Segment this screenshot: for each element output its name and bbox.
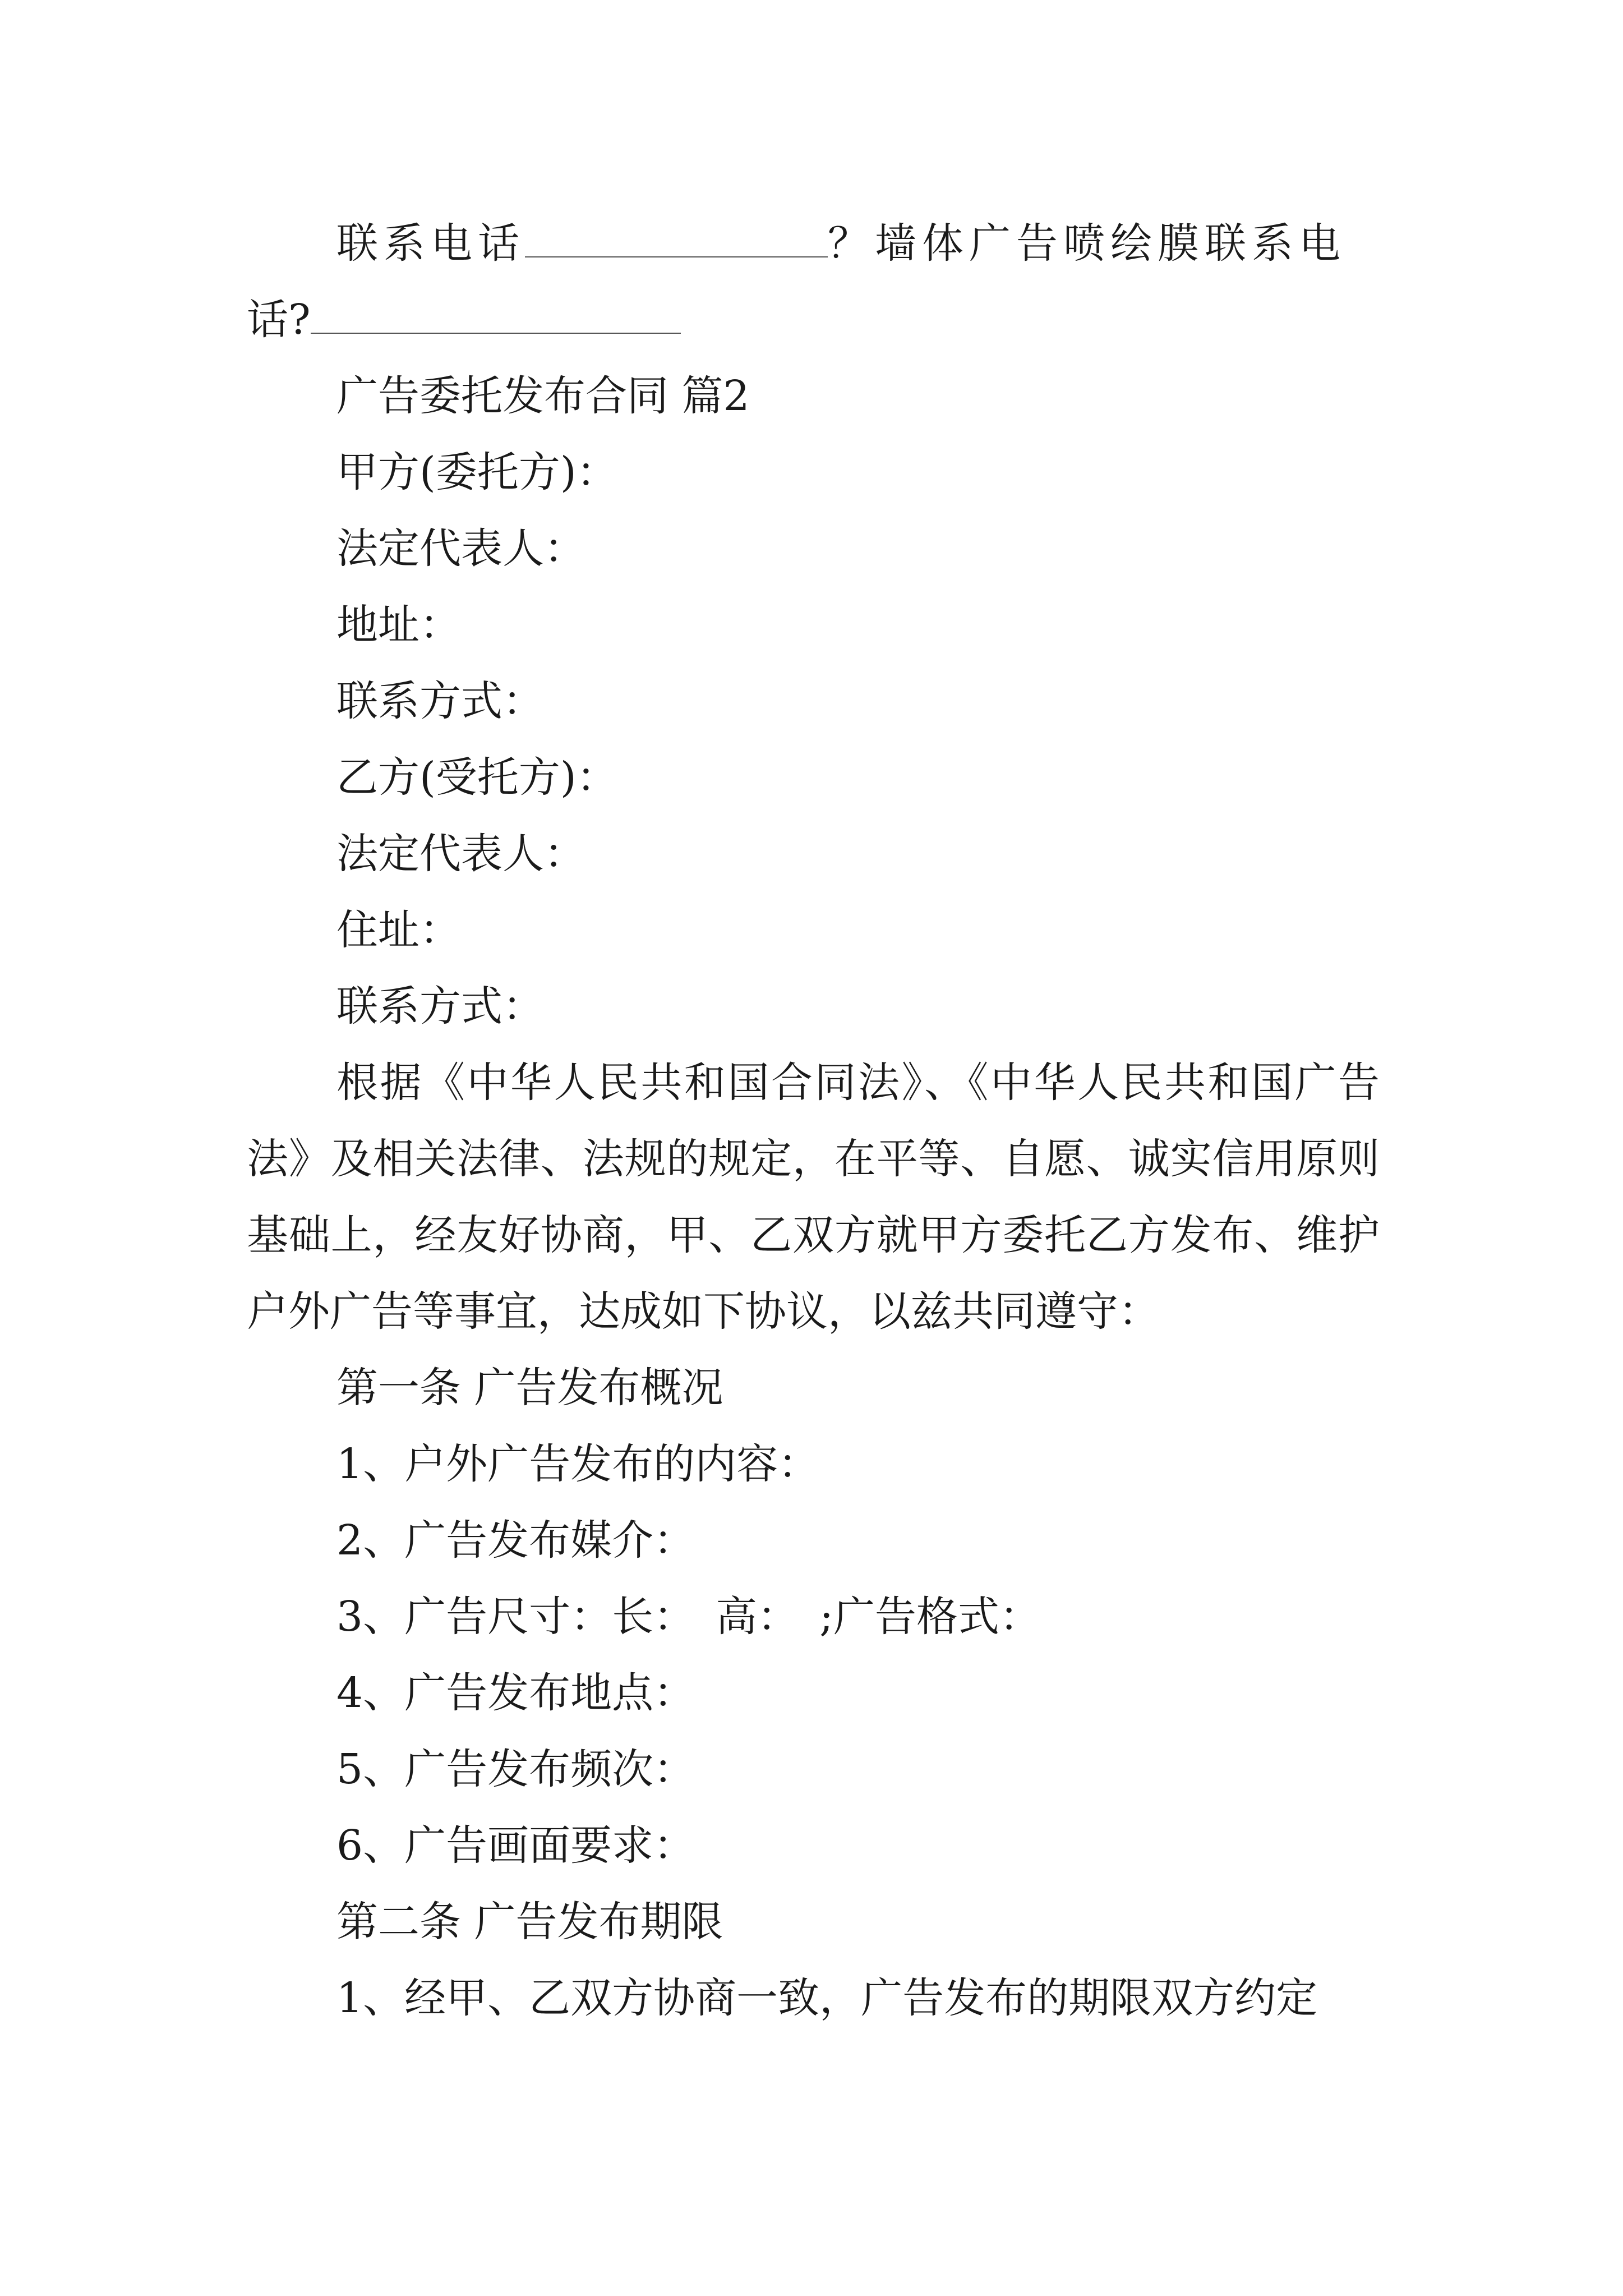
article2-item-1: 1、经甲、乙双方协商一致，广告发布的期限双方约定 [336,1974,1318,2022]
phone-blank-2 [311,298,681,334]
wall-ad-contact-label: 墙体广告喷绘膜联系电 [875,219,1346,268]
party-b-address: 住址： [336,906,461,954]
article1-title: 第一条 广告发布概况 [336,1364,723,1412]
article1-item-5: 5、广告发布频次： [336,1745,695,1793]
article1-item-2: 2、广告发布媒介： [336,1516,695,1565]
article2-title: 第二条 广告发布期限 [336,1898,723,1946]
party-b-rep: 法定代表人： [336,830,585,878]
contract-heading: 广告委托发布合同 篇2 [336,372,750,420]
article1-item-3: 3、广告尺寸：长： 高： ;广告格式： [336,1593,1041,1641]
contact-phone-label: 联系电话 [336,219,525,268]
party-b-contact: 联系方式： [336,982,544,1030]
article1-item-4: 4、广告发布地点： [336,1669,695,1717]
preamble-paragraph: 根据《中华人民共和国合同法》、《中华人民共和国广告法》及相关法律、法规的规定，在平等、自愿、诚实信用原则基础上，经友好协商，甲、乙双方就甲方委托乙方发布、维护户外广告等事宜，达成如下协议，以兹共同遵守： [247,1059,1380,1336]
article1-item-6: 6、广告画面要求： [336,1821,695,1870]
party-a-contact: 联系方式： [336,677,544,725]
document-body [247,205,1380,2036]
party-a-rep: 法定代表人： [336,524,585,573]
party-a-address: 地址： [336,601,461,649]
contact-phone-line: 联系电话 ？墙体广告喷绘膜联系电 [336,219,1346,268]
contact-phone-continuation: 话? [247,282,1380,358]
phone-blank [525,222,828,257]
article1-item-1: 1、户外广告发布的内容： [336,1440,820,1488]
party-b-title: 乙方(受托方)： [336,753,618,802]
party-a-title: 甲方(委托方)： [336,448,618,496]
